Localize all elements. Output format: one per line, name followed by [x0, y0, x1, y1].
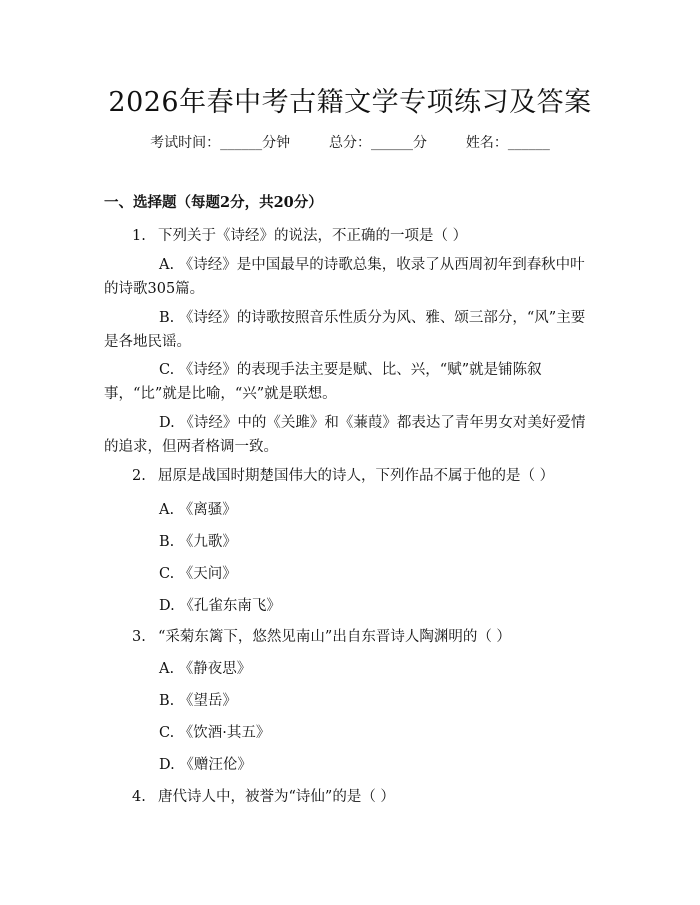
- question-text: 唐代诗人中，被誉为“诗仙”的是（ ）: [158, 789, 395, 805]
- question-number: 3.: [132, 629, 146, 645]
- q2-option-a: A. 《离骚》: [159, 502, 237, 518]
- q1-option-c: C. 《诗经》的表现手法主要是赋、比、兴，“赋”就是铺陈叙事，“比”就是比喻，“兴”就是联想。: [104, 362, 542, 402]
- question-3: [132, 625, 511, 646]
- q2-option-d: D. 《孔雀东南飞》: [159, 598, 281, 614]
- time-blank: ______: [220, 135, 263, 151]
- question-text: 下列关于《诗经》的说法，不正确的一项是（ ）: [158, 228, 468, 244]
- question-number: 1.: [132, 228, 146, 244]
- page-title: 2026年春中考古籍文学专项练习及答案: [108, 87, 592, 118]
- score-unit: 分: [413, 135, 427, 151]
- question-1: [132, 224, 467, 245]
- q1-option-b: B. 《诗经》的诗歌按照音乐性质分为风、雅、颂三部分，“风”主要是各地民谣。: [104, 310, 586, 350]
- q2-option-c: C. 《天问》: [159, 566, 237, 582]
- question-text: “采菊东篱下，悠然见南山”出自东晋诗人陶渊明的（ ）: [158, 629, 511, 645]
- question-4: [132, 785, 395, 806]
- q2-option-b: B. 《九歌》: [159, 534, 237, 550]
- score-blank: ______: [371, 135, 413, 151]
- q3-option-b: B. 《望岳》: [159, 693, 237, 709]
- time-unit: 分钟: [262, 135, 291, 151]
- question-number: 4.: [132, 789, 146, 805]
- name-blank: ______: [507, 135, 550, 151]
- q3-option-a: A. 《静夜思》: [159, 661, 252, 677]
- section-heading: 一、选择题（每题2分，共20分）: [104, 194, 323, 211]
- question-number: 2.: [132, 468, 146, 484]
- q3-option-c: C. 《饮酒·其五》: [159, 725, 271, 741]
- time-label: 考试时间：: [150, 135, 221, 151]
- q1-option-d: D. 《诗经》中的《关雎》和《蒹葭》都表达了青年男女对美好爱情的追求，但两者格调一致。: [104, 415, 586, 455]
- q1-option-a: A. 《诗经》是中国最早的诗歌总集，收录了从西周初年到春秋中叶的诗歌305篇。: [104, 257, 585, 297]
- q3-option-d: D. 《赠汪伦》: [159, 757, 252, 773]
- name-label: 姓名：: [465, 135, 508, 151]
- exam-meta: [0, 132, 700, 152]
- question-text: 屈原是战国时期楚国伟大的诗人，下列作品不属于他的是（ ）: [158, 468, 555, 484]
- question-2: [132, 464, 554, 485]
- score-label: 总分：: [329, 135, 371, 151]
